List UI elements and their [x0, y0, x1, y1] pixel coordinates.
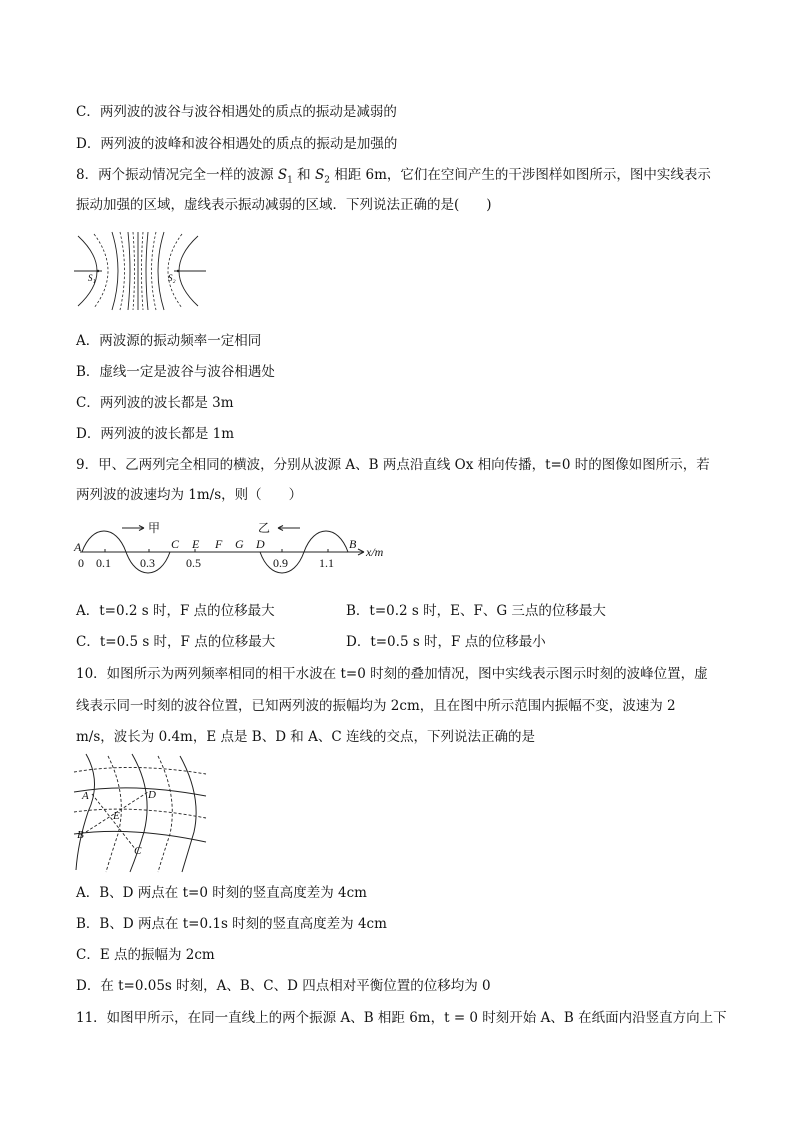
interference-pattern-svg — [72, 228, 212, 314]
q11-stem-line1: 11．如图甲所示，在同一直线上的两个振源 A、B 相距 6m，t = 0 时刻开始 A、B 在纸面内沿竖直方向上下 — [76, 1010, 727, 1026]
label-b: B — [349, 537, 357, 551]
q9-option-a: A．t=0.2 s 时，F 点的位移最大 — [76, 603, 275, 619]
tick-0-9: 0.9 — [273, 556, 288, 570]
q10-option-d: D．在 t=0.05s 时刻，A、B、C、D 四点相对平衡位置的位移均为 0 — [76, 978, 491, 994]
q7-option-d: D．两列波的波峰和波谷相遇处的质点的振动是加强的 — [76, 136, 398, 152]
label-b: B — [77, 829, 84, 841]
q8-interference-figure — [72, 228, 212, 318]
label-jia: 甲 — [148, 521, 161, 535]
tick-0-3: 0.3 — [140, 556, 155, 570]
q8-option-c: C．两列波的波长都是 3m — [76, 395, 234, 411]
q9-option-c: C．t=0.5 s 时，F 点的位移最大 — [76, 634, 276, 650]
label-f: F — [215, 537, 223, 551]
label-d: D — [148, 789, 156, 801]
wave-axis-svg — [72, 516, 402, 576]
s1-label: S₁ — [88, 273, 96, 283]
s1-point — [97, 270, 99, 272]
axis-label: x/m — [366, 545, 384, 559]
label-a: A — [82, 790, 89, 802]
s2-point — [177, 270, 179, 272]
label-a: A — [74, 540, 82, 554]
tick-0-1: 0.1 — [96, 556, 111, 570]
label-e: E — [192, 537, 200, 551]
label-yi: 乙 — [258, 521, 271, 535]
label-c: C — [134, 845, 142, 857]
label-e: E — [113, 810, 120, 822]
s2-label: S₂ — [168, 273, 176, 283]
q9-option-b: B．t=0.2 s 时，E、F、G 三点的位移最大 — [346, 603, 606, 619]
q10-option-a: A．B、D 两点在 t=0 时刻的竖直高度差为 4cm — [76, 885, 367, 901]
q8-stem-line2: 振动加强的区域，虚线表示振动减弱的区域．下列说法正确的是( ) — [76, 197, 492, 213]
q10-water-wave-figure — [72, 752, 212, 878]
label-c: C — [171, 537, 180, 551]
q10-stem-line1: 10．如图所示为两列频率相同的相干水波在 t=0 时刻的叠加情况，图中实线表示图示时刻的波峰位置，虚 — [76, 666, 708, 682]
q7-option-c: C．两列波的波谷与波谷相遇处的质点的振动是减弱的 — [76, 104, 397, 120]
q8-option-a: A．两波源的振动频率一定相同 — [76, 333, 262, 349]
q8-option-d: D．两列波的波长都是 1m — [76, 426, 235, 442]
water-wave-svg — [72, 752, 212, 874]
tick-1-1: 1.1 — [319, 556, 334, 570]
label-d: D — [256, 537, 265, 551]
tick-0-5: 0.5 — [186, 556, 201, 570]
tick-origin: 0 — [78, 556, 84, 570]
q9-stem-line2: 两列波的波速均为 1m/s，则（ ） — [76, 487, 303, 503]
label-g: G — [235, 537, 244, 551]
q9-wave-figure — [72, 516, 402, 580]
q9-stem-line1: 9．甲、乙两列完全相同的横波，分别从波源 A、B 两点沿直线 Ox 相向传播，t=0 时的图像如图所示，若 — [76, 457, 710, 473]
q10-option-c: C．E 点的振幅为 2cm — [76, 947, 215, 963]
q8-stem-line1: 8．两个振动情况完全一样的波源 $S_1$ 和 $S_2$ 相距 6m，它们在空间产生的干涉图样如图所示，图中实线表示 — [76, 167, 711, 186]
q9-option-d: D．t=0.5 s 时，F 点的位移最小 — [346, 634, 546, 650]
q10-stem-line2: 线表示同一时刻的波谷位置，已知两列波的振幅均为 2cm，且在图中所示范围内振幅不变，波速为 2 — [76, 698, 676, 714]
q8-option-b: B．虚线一定是波谷与波谷相遇处 — [76, 364, 275, 380]
q10-option-b: B．B、D 两点在 t=0.1s 时刻的竖直高度差为 4cm — [76, 916, 387, 932]
q10-stem-line3: m/s，波长为 0.4m，E 点是 B、D 和 A、C 连线的交点，下列说法正确的是 — [76, 729, 535, 745]
